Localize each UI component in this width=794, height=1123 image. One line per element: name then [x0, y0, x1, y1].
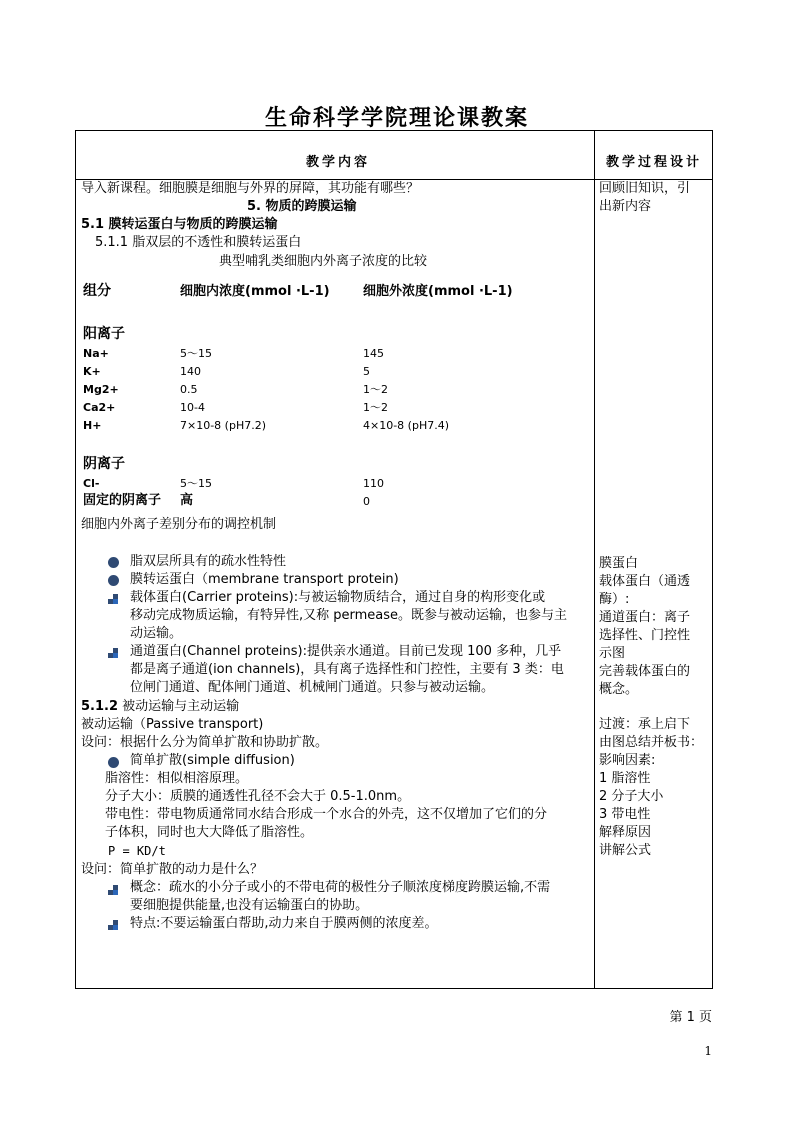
section-text: 被动运输与主动运输 [122, 699, 240, 714]
design-note: 膜蛋白 [599, 556, 639, 571]
concept-line: 概念：疏水的小分子或小的不带电荷的极性分子顺浓度梯度跨膜运输,不需 [130, 880, 551, 895]
bullet-membrane-transport-protein: 膜转运蛋白（membrane transport protein) [130, 572, 399, 587]
design-note: 通道蛋白：离子 [599, 610, 691, 625]
carrier-line: 动运输。 [130, 626, 183, 641]
ion-outside: 0 [363, 495, 370, 508]
ion-inside: 10-4 [180, 401, 205, 414]
design-note: 过渡：承上启下 [599, 717, 691, 732]
chapter-heading: 5. 物质的跨膜运输 [247, 199, 357, 214]
carrier-line: 移动完成物质运输，有特异性,又称 permease。既参与被动运输，也参与主 [130, 608, 568, 623]
bullet-square-icon [108, 594, 118, 604]
design-note: 概念。 [599, 682, 639, 697]
ion-outside: 110 [363, 477, 384, 490]
ion-table-caption: 典型哺乳类细胞内外离子浓度的比较 [219, 254, 428, 269]
question-1: 设问：根据什么分为简单扩散和协助扩散。 [81, 735, 329, 750]
ion-name: Ca2+ [83, 401, 116, 414]
section-number: 5.1.2 [81, 699, 119, 714]
page-title: 生命科学学院理论课教案 [264, 105, 529, 131]
simple-diffusion: 简单扩散(simple diffusion) [130, 753, 295, 768]
ion-inside: 高 [180, 493, 194, 508]
design-note: 酶）: [599, 592, 630, 607]
molecule-size: 分子大小：质膜的通透性孔径不会大于 0.5-1.0nm。 [105, 789, 411, 804]
channel-line: 位闸门通道、配体闸门通道、机械闸门通道。只参与被动运输。 [130, 680, 495, 695]
ion-inside: 140 [180, 365, 201, 378]
ion-outside: 4×10-8 (pH7.4) [363, 419, 450, 432]
design-note: 出新内容 [599, 199, 652, 214]
design-note: 2 分子大小 [599, 789, 664, 804]
bullet-square-icon [108, 920, 118, 930]
design-note: 选择性、门控性 [599, 628, 691, 643]
ion-inside: 5～15 [180, 477, 212, 490]
ion-name: Mg2+ [83, 383, 119, 396]
section-5-1-heading: 5.1 膜转运蛋白与物质的跨膜运输 [81, 217, 278, 232]
page-number: 1 [704, 1044, 712, 1058]
bullet-square-icon [108, 885, 118, 895]
cations-title: 阳离子 [83, 326, 125, 342]
section-5-1-2-heading [81, 698, 239, 715]
design-note: 完善载体蛋白的 [599, 664, 691, 679]
lipid-solubility: 脂溶性：相似相溶原理。 [105, 771, 249, 786]
feature-line: 特点:不要运输蛋白帮助,动力来自于膜两侧的浓度差。 [130, 916, 438, 931]
design-note: 1 脂溶性 [599, 771, 651, 786]
ion-name: Cl- [83, 477, 100, 490]
intro-text: 导入新课程。细胞膜是细胞与外界的屏障，其功能有哪些？ [81, 181, 420, 196]
ion-name: 固定的阴离子 [83, 493, 162, 508]
design-note: 回顾旧知识，引 [599, 181, 691, 196]
design-note: 讲解公式 [599, 843, 652, 858]
section-5-1-1-heading: 5.1.1 脂双层的不透性和膜转运蛋白 [95, 235, 302, 250]
ion-outside: 1～2 [363, 383, 388, 396]
passive-title: 被动运输（Passive transport) [81, 717, 264, 732]
ion-name: Na+ [83, 347, 109, 360]
question-2: 设问：简单扩散的动力是什么？ [81, 862, 264, 877]
design-note: 载体蛋白（通透 [599, 574, 691, 589]
bullet-square-icon [108, 648, 118, 658]
column-divider [594, 131, 595, 988]
bullet-circle-icon [108, 575, 119, 586]
bullet-circle-icon [108, 557, 119, 568]
col-outside-header: 细胞外浓度(mmol ·L-1) [363, 284, 513, 299]
anions-title: 阴离子 [83, 456, 125, 472]
ion-outside: 5 [363, 365, 370, 378]
page-label: 第 1 页 [669, 1010, 712, 1025]
ion-name: H+ [83, 419, 102, 432]
regulation-title: 细胞内外离子差别分布的调控机制 [81, 517, 277, 532]
bullet-lipid-bilayer: 脂双层所具有的疏水性特性 [130, 554, 287, 569]
ion-inside: 0.5 [180, 383, 198, 396]
header-teaching-design: 教学过程设计 [606, 155, 703, 170]
concept-line: 要细胞提供能量,也没有运输蛋白的协助。 [130, 898, 369, 913]
design-note: 示图 [599, 646, 626, 661]
ion-inside: 7×10-8 (pH7.2) [180, 419, 267, 432]
design-note: 解释原因 [599, 825, 652, 840]
carrier-line: 载体蛋白(Carrier proteins):与被运输物质结合，通过自身的构形变化或 [130, 590, 546, 605]
col-inside-header: 细胞内浓度(mmol ·L-1) [180, 284, 330, 299]
ion-inside: 5～15 [180, 347, 212, 360]
charge-line: 带电性：带电物质通常同水结合形成一个水合的外壳，这不仅增加了它们的分 [105, 807, 548, 822]
design-note: 影响因素: [599, 753, 656, 768]
bullet-circle-icon [108, 757, 119, 768]
ion-outside: 145 [363, 347, 384, 360]
col-group-header: 组分 [83, 283, 111, 299]
channel-line: 通道蛋白(Channel proteins):提供亲水通道。目前已发现 100 多种，几乎 [130, 644, 562, 659]
ion-outside: 1～2 [363, 401, 388, 414]
ion-name: K+ [83, 365, 101, 378]
formula: P = KD/t [108, 844, 166, 858]
header-teaching-content: 教学内容 [306, 155, 371, 170]
design-note: 3 带电性 [599, 807, 651, 822]
design-note: 由图总结并板书： [599, 735, 704, 750]
charge-line: 子体积，同时也大大降低了脂溶性。 [105, 825, 314, 840]
channel-line: 都是离子通道(ion channels)，具有离子选择性和门控性，主要有 3 类：电 [130, 662, 564, 677]
